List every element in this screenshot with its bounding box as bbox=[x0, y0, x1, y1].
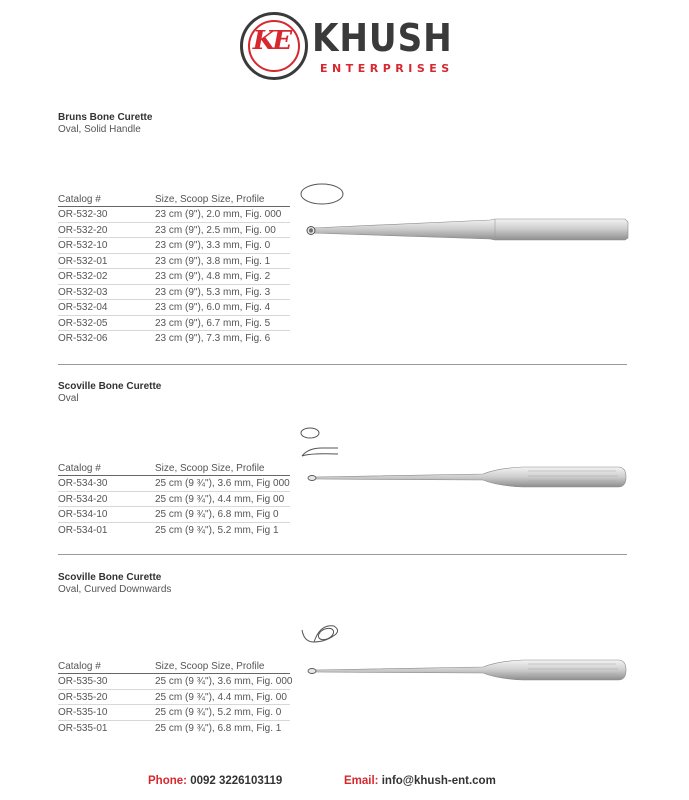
table-row: OR-534-01 25 cm (9 ¾"), 5.2 mm, Fig 1 bbox=[58, 524, 279, 536]
section-subtitle: Oval, Solid Handle bbox=[58, 124, 141, 135]
table-row: OR-532-05 23 cm (9"), 6.7 mm, Fig. 5 bbox=[58, 316, 290, 332]
table-row: OR-535-10 25 cm (9 ¾"), 5.2 mm, Fig. 0 bbox=[58, 705, 290, 721]
logo-monogram: KE bbox=[252, 26, 290, 56]
table-row: OR-532-06 23 cm (9"), 7.3 mm, Fig. 6 bbox=[58, 333, 271, 344]
table-row: OR-534-30 25 cm (9 ¾"), 3.6 mm, Fig 000 bbox=[58, 476, 290, 492]
table-header bbox=[58, 462, 290, 476]
section-title: Scoville Bone Curette bbox=[58, 381, 162, 392]
section-divider bbox=[58, 554, 627, 555]
logo-company-subtitle: ENTERPRISES bbox=[320, 62, 454, 75]
email-address[interactable]: info@khush-ent.com bbox=[381, 775, 496, 787]
company-logo bbox=[240, 12, 460, 82]
table-row: OR-534-10 25 cm (9 ¾"), 6.8 mm, Fig 0 bbox=[58, 507, 290, 523]
header-size: Size, Scoop Size, Profile bbox=[155, 194, 265, 205]
email-contact bbox=[344, 775, 496, 787]
section-subtitle: Oval, Curved Downwards bbox=[58, 584, 172, 595]
section-title: Bruns Bone Curette bbox=[58, 112, 153, 123]
table-row: OR-532-04 23 cm (9"), 6.0 mm, Fig. 4 bbox=[58, 300, 290, 316]
section-divider bbox=[58, 364, 627, 365]
table-row: OR-534-20 25 cm (9 ¾"), 4.4 mm, Fig 00 bbox=[58, 492, 290, 508]
header-catalog: Catalog # bbox=[58, 194, 101, 205]
section-title: Scoville Bone Curette bbox=[58, 572, 162, 583]
phone-number[interactable]: 0092 3226103119 bbox=[190, 775, 283, 787]
table-header bbox=[58, 193, 290, 207]
table-row: OR-532-10 23 cm (9"), 3.3 mm, Fig. 0 bbox=[58, 238, 290, 254]
table-row: OR-535-01 25 cm (9 ¾"), 6.8 mm, Fig. 1 bbox=[58, 722, 282, 734]
table-header bbox=[58, 660, 290, 674]
header-size: Size, Scoop Size, Profile bbox=[155, 463, 265, 474]
header-catalog: Catalog # bbox=[58, 661, 101, 672]
catalog-table bbox=[58, 462, 290, 538]
table-row: OR-532-20 23 cm (9"), 2.5 mm, Fig. 00 bbox=[58, 223, 290, 239]
logo-company-name: KHUSH bbox=[312, 16, 453, 60]
phone-contact bbox=[148, 775, 282, 787]
scoop-profile-icon bbox=[301, 184, 343, 204]
header-catalog: Catalog # bbox=[58, 463, 101, 474]
scoville-curette-illustration bbox=[298, 424, 632, 496]
table-row: OR-532-02 23 cm (9"), 4.8 mm, Fig. 2 bbox=[58, 269, 290, 285]
scoop-profile-icon bbox=[301, 428, 319, 438]
table-row: OR-535-20 25 cm (9 ¾"), 4.4 mm, Fig. 00 bbox=[58, 690, 290, 706]
email-label: Email: bbox=[344, 775, 379, 787]
catalog-table bbox=[58, 660, 293, 736]
scoville-curved-curette-illustration bbox=[298, 620, 632, 692]
table-row: OR-535-30 25 cm (9 ¾"), 3.6 mm, Fig. 000 bbox=[58, 674, 290, 690]
contact-footer bbox=[0, 775, 689, 791]
table-row: OR-532-01 23 cm (9"), 3.8 mm, Fig. 1 bbox=[58, 254, 290, 270]
table-row: OR-532-03 23 cm (9"), 5.3 mm, Fig. 3 bbox=[58, 285, 290, 301]
bruns-curette-illustration bbox=[300, 182, 632, 244]
table-row: OR-532-30 23 cm (9"), 2.0 mm, Fig. 000 bbox=[58, 207, 290, 223]
header-size: Size, Scoop Size, Profile bbox=[155, 661, 265, 672]
phone-label: Phone: bbox=[148, 775, 187, 787]
section-subtitle: Oval bbox=[58, 393, 79, 404]
catalog-table bbox=[58, 193, 290, 347]
